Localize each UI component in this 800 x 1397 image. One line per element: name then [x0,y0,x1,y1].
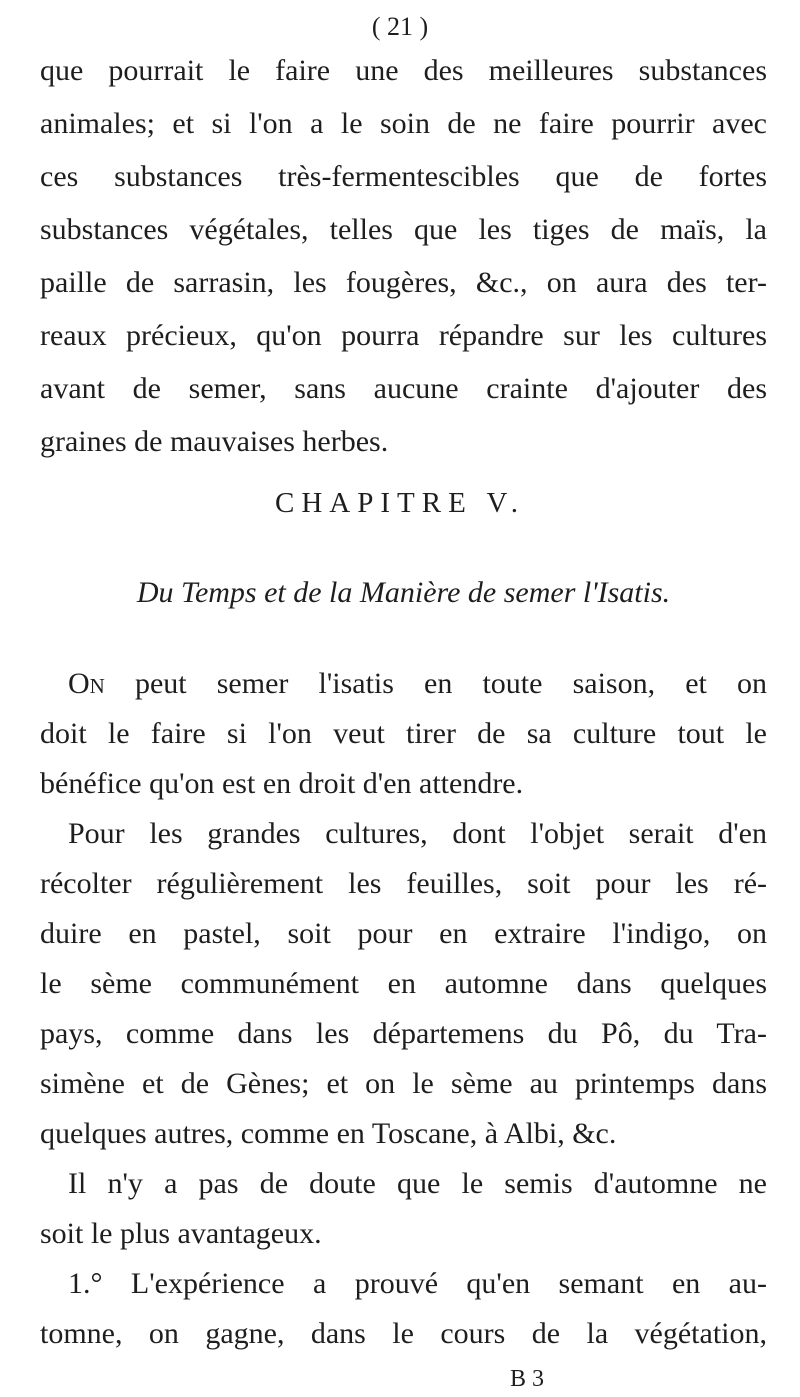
signature-mark: B 3 [510,1366,545,1392]
text-line: quelques autres, comme en Toscane, à Albi, &c. [40,1117,617,1150]
text-line: simène et de Gènes; et on le sème au printemps dans [40,1067,767,1100]
chapter-title: CHAPITRE V. [275,487,525,519]
text-line: substances végétales, telles que les tiges de maïs, la [40,213,767,246]
text-line: récolter régulièrement les feuilles, soit pour les ré- [40,867,767,900]
text-line: animales; et si l'on a le soin de ne faire pourrir avec [40,107,767,140]
text-line: reaux précieux, qu'on pourra répandre sur les cultures [40,319,767,352]
page-number-header: ( 21 ) [371,12,429,41]
text-line: paille de sarrasin, les fougères, &c., on aura des ter- [40,266,767,299]
text-line-first [40,665,767,703]
text-line: ces substances très-fermentescibles que de fortes [40,160,767,193]
text-line: que pourrait le faire une des meilleures substances [40,54,767,87]
text-line: tomne, on gagne, dans le cours de la végétation, [40,1317,767,1350]
text-line: pays, comme dans les départemens du Pô, du Tra- [40,1017,767,1050]
chapter-subtitle: Du Temps et de la Manière de semer l'Isatis. [136,576,671,609]
text-line: le sème communément en automne dans quelques [40,967,767,1000]
text-line: Il n'y a pas de doute que le semis d'automne ne [68,1167,767,1200]
text-line: 1.° L'expérience a prouvé qu'en semant en au- [68,1267,767,1300]
text-line: soit le plus avantageux. [40,1217,322,1250]
text-line: doit le faire si l'on veut tirer de sa culture tout le [40,717,767,750]
text-line: bénéfice qu'on est en droit d'en attendre. [40,767,524,800]
text-line: Pour les grandes cultures, dont l'objet serait d'en [68,817,767,850]
text-line: avant de semer, sans aucune crainte d'ajouter des [40,372,767,405]
first-line-rest: peut semer l'isatis en toute saison, et on [104,667,767,700]
drop-word: On [68,667,105,700]
text-line: duire en pastel, soit pour en extraire l'indigo, on [40,917,767,950]
text-line: graines de mauvaises herbes. [40,425,389,458]
